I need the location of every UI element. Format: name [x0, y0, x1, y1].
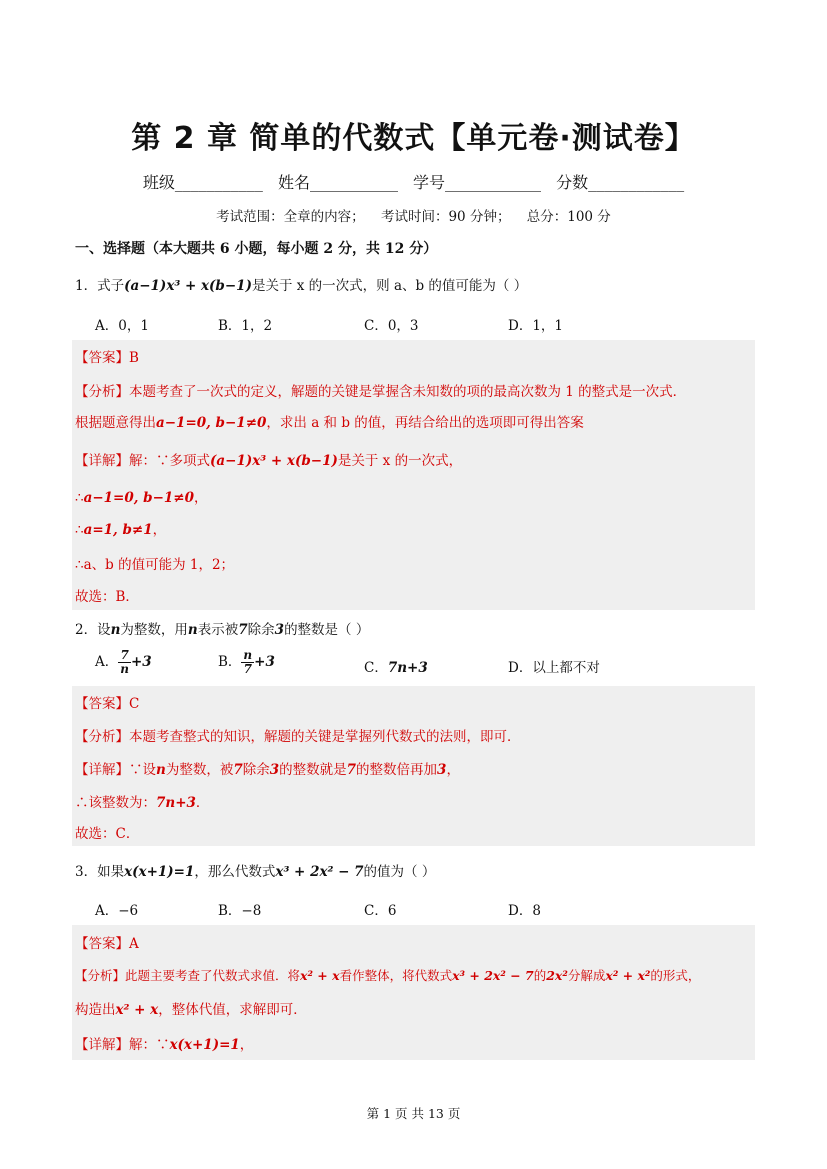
q3-option-c: C．6 — [364, 903, 397, 919]
q2-step-1: ∴该整数为：7n+3． — [75, 795, 210, 811]
q1-step-2: ∴a=1, b≠1， — [75, 522, 167, 538]
q1-step-1: ∴a−1=0, b−1≠0， — [75, 490, 208, 506]
math-expression: a−1=0, b−1≠0 — [156, 415, 267, 431]
q2-option-c: C．7n+3 — [364, 660, 428, 676]
q1-option-c: C．0，3 — [364, 318, 419, 334]
exam-scope: 考试范围：全章的内容； — [216, 209, 365, 225]
math-expression: (a−1)x³ + x(b−1) — [210, 453, 338, 469]
math-expression: a=1, b≠1 — [83, 522, 153, 538]
q1-option-d: D．1，1 — [508, 318, 564, 334]
q2-option-d: D．以上都不对 — [508, 660, 600, 676]
fraction: $\frac{7}{n}$ — [120, 648, 129, 676]
math-expression: x(x+1)=1 — [124, 864, 195, 880]
q1-answer: 【答案】B — [75, 350, 139, 366]
exam-total: 总分：100 分 — [526, 209, 611, 225]
q3-option-b: B．−8 — [218, 903, 262, 919]
q2-option-b: B． $\frac{n}{7}$ +3 — [218, 648, 275, 676]
math-expression: (a−1)x³ + x(b−1) — [124, 278, 252, 294]
q1-analysis-line2: 根据题意得出a−1=0, b−1≠0，求出 a 和 b 的值，再结合给出的选项即可得出答案 — [75, 415, 584, 431]
student-info-line — [0, 170, 827, 193]
question-2-stem: 2．设n为整数，用n表示被7除余3的整数是（ ） — [75, 622, 370, 638]
q1-option-b: B．1，2 — [218, 318, 273, 334]
q3-answer: 【答案】A — [75, 936, 139, 952]
score-field: 分数____________ — [556, 173, 685, 192]
q2-conclusion: 故选：C． — [75, 826, 140, 842]
q1-analysis: 【分析】本题考查了一次式的定义，解题的关键是掌握含未知数的项的最高次数为 1 的整式是一次式． — [75, 384, 687, 400]
section-title: 一、选择题（本大题共 6 小题，每小题 2 分，共 12 分） — [75, 241, 438, 257]
q3-analysis: 【分析】此题主要考查了代数式求值．将x² + x看作整体，将代数式x³ + 2x² − 7的2x²分解成x² + x²的形式， — [75, 968, 701, 983]
q1-step-3: ∴a、b 的值可能为 1，2； — [75, 557, 235, 573]
q3-analysis-line2: 构造出x² + x，整体代值，求解即可． — [75, 1002, 307, 1018]
q1-conclusion: 故选：B． — [75, 589, 139, 605]
q3-option-d: D．8 — [508, 903, 541, 919]
name-field: 姓名___________ — [277, 173, 398, 192]
q2-analysis: 【分析】本题考查整式的知识，解题的关键是掌握列代数式的法则，即可． — [75, 729, 521, 745]
q3-option-a: A．−6 — [95, 903, 139, 919]
q2-answer: 【答案】C — [75, 696, 140, 712]
question-3-stem: 3．如果x(x+1)=1，那么代数式x³ + 2x² − 7的值为（ ） — [75, 864, 436, 880]
q1-detail: 【详解】解：∵多项式(a−1)x³ + x(b−1)是关于 x 的一次式， — [75, 453, 463, 469]
exam-info-line — [0, 205, 827, 225]
q2-option-a: A． $\frac{7}{n}$ +3 — [95, 648, 152, 676]
math-expression: x³ + 2x² − 7 — [275, 864, 364, 880]
student-id-field: 学号____________ — [413, 173, 542, 192]
page-title: 第 2 章 简单的代数式【单元卷·测试卷】 — [131, 121, 696, 156]
math-expression: a−1=0, b−1≠0 — [83, 490, 194, 506]
exam-time: 考试时间：90 分钟； — [380, 209, 511, 225]
fraction: $\frac{n}{7}$ — [243, 648, 253, 676]
question-1-stem: 1．式子(a−1)x³ + x(b−1)是关于 x 的一次式，则 a、b 的值可能为（ ） — [75, 278, 528, 294]
q2-detail: 【详解】∵设n为整数，被7除余3的整数就是7的整数倍再加3， — [75, 762, 460, 778]
q3-detail: 【详解】解：∵x(x+1)=1， — [75, 1037, 254, 1053]
class-field: 班级___________ — [142, 173, 263, 192]
page-footer: 第 1 页 共 13 页 — [366, 1106, 461, 1121]
q1-option-a: A．0，1 — [95, 318, 149, 334]
